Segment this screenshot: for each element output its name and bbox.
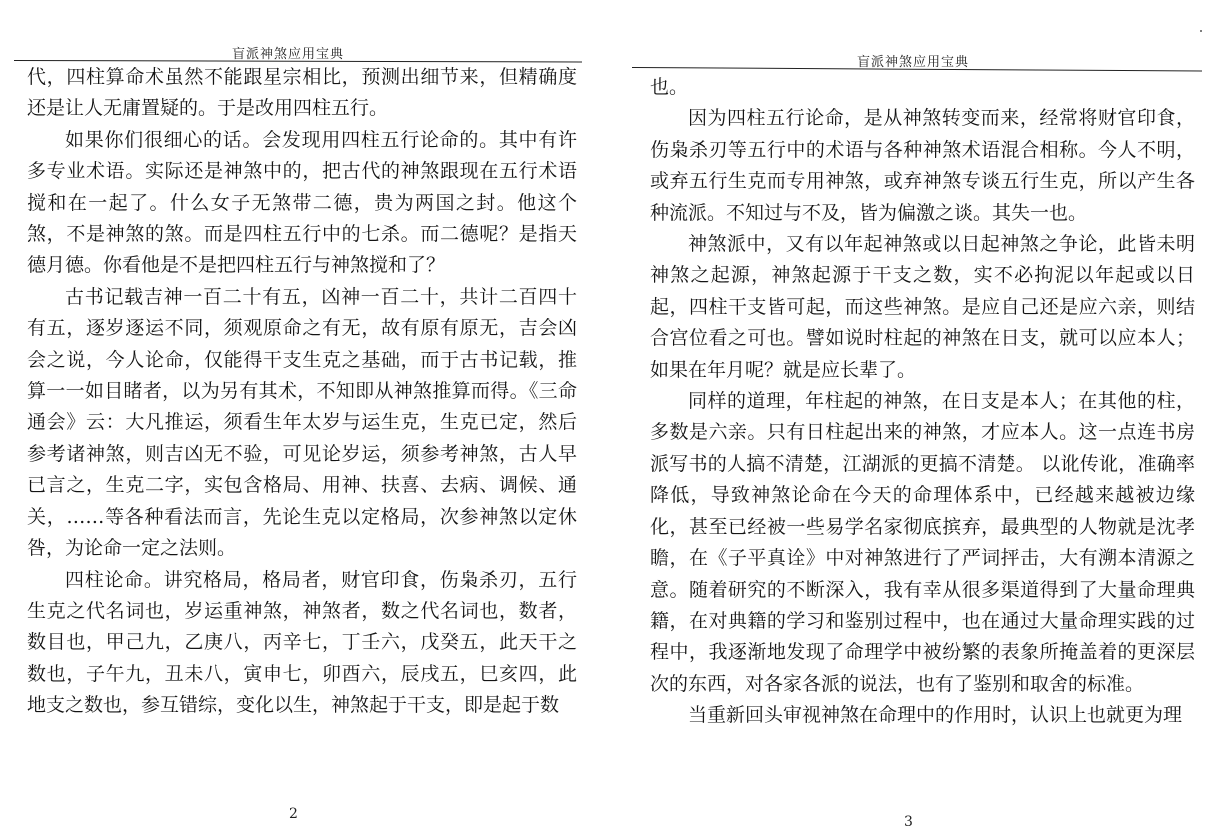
paragraph: 代，四柱算命术虽然不能跟星宗相比，预测出细节来，但精确度还是让人无庸置疑的。于是改用四柱五行。 — [27, 66, 577, 120]
running-header: 盲派神煞应用宝典 — [857, 55, 970, 70]
running-header: 盲派神煞应用宝典 — [232, 47, 345, 62]
paragraph: 如果你们很细心的话。会发现用四柱五行论命的。其中有许多专业术语。实际还是神煞中的，把古代的神煞跟现在五行术语搅和在一起了。什么女子无煞带二德，贵为两国之封。他这个煞，不是神煞的煞。而是四柱五行中的七杀。而二德呢？是指天德月德。你看他是不是把四柱五行与神煞搅和了？ — [27, 128, 577, 277]
page-body — [27, 62, 577, 722]
paragraph: 因为四柱五行论命，是从神煞转变而来，经常将财官印食，伤枭杀刃等五行中的术语与各种神煞术语混合相称。今人不明，或弃五行生克而专用神煞，或弃神煞专谈五行生克，所以产生各种流派。不知过与不及，皆为偏激之谈。其失一也。 — [650, 107, 1195, 224]
paragraph: 古书记载吉神一百二十有五，凶神一百二十，共计二百四十有五，逐岁逐运不同，须观原命之有无，故有原有原无，吉会凶会之说，今人论命，仅能得干支生克之基础，而于古书记载，推算一一如目睹者，以为另有其术，不知即从神煞推算而得。《三命通会》云：大凡推运，须看生年太岁与运生克，生克已定，然后参考诸神煞，则吉凶无不验，可见论岁运，须参考神煞，古人早已言之，生克二字，实包含格局、用神、扶喜、去病、调候、通关，……等各种看法而言，先论生克以定格局，次参神煞以定休咎，为论命一定之法则。 — [27, 285, 577, 560]
right-page — [610, 0, 1213, 838]
scan-speck — [1200, 30, 1202, 32]
paragraph: 四柱论命。讲究格局，格局者，财官印食，伤枭杀刃，五行生克之代名词也，岁运重神煞，神煞者，数之代名词也，数者，数目也，甲己九，乙庚八，丙辛七，丁壬六，戊癸五，此天干之数也，子午九，丑未八，寅申七，卯酉六，辰戌五，巳亥四，此地支之数也，参互错综，变化以生，神煞起于干支，即是起于数 — [27, 568, 577, 717]
paragraph: 神煞派中，又有以年起神煞或以日起神煞之争论，此皆未明神煞之起源，神煞起源于干支之数，实不必拘泥以年起或以日起，四柱干支皆可起，而这些神煞。是应自己还是应六亲，则结合宫位看之可也。譬如说时柱起的神煞在日支，就可以应本人；如果在年月呢？就是应长辈了。 — [650, 233, 1195, 381]
paragraph: 同样的道理，年柱起的神煞，在日支是本人；在其他的柱，多数是六亲。只有日柱起出来的神煞，才应本人。这一点连书房派写书的人搞不清楚，江湖派的更搞不清楚。 以讹传讹，准确率降低，导致神煞论命在今天的命理体系中，已经越来越被边缘化，甚至已经被一些易学名家彻底摈弃，最典型的人物就是沈孝瞻，在《子平真诠》中对神煞进行了严词抨击，大有溯本清源之意。随着研究的不断深入，我有幸从很多渠道得到了大量命理典籍，在对典籍的学习和鉴别过程中，也在通过大量命理实践的过程中，我逐渐地发现了命理学中被纷繁的表象所掩盖着的更深层次的东西，对各家各派的说法，也有了鉴别和取舍的标准。 — [650, 390, 1195, 695]
left-page — [0, 0, 600, 838]
page-number: 2 — [289, 806, 298, 822]
paragraph: 当重新回头审视神煞在命理中的作用时，认识上也就更为理 — [688, 704, 1183, 727]
page-number: 3 — [904, 814, 913, 830]
page-body — [650, 72, 1195, 732]
paragraph: 也。 — [650, 76, 689, 98]
